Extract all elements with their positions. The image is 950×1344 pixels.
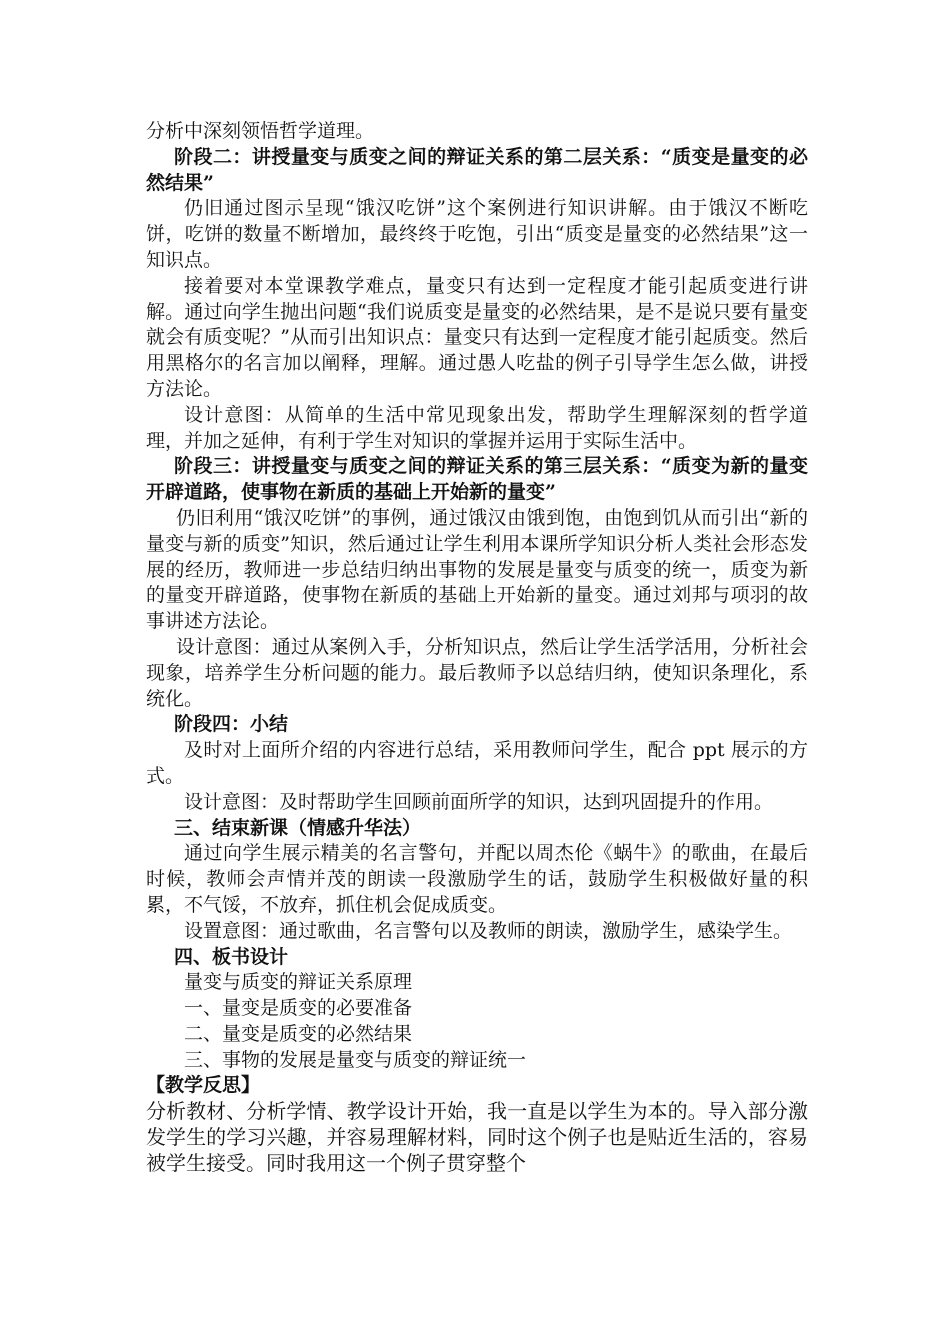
paragraph-intro-tail: 分析中深刻领悟哲学道理。 xyxy=(146,120,375,142)
paragraph-end-lesson-intent: 设置意图：通过歌曲，名言警句以及教师的朗读，激励学生，感染学生。 xyxy=(184,919,793,942)
heading-stage-three: 阶段三：讲授量变与质变之间的辩证关系的第三层关系：“质变为新的量变开辟道路，使事物在新质的基础上开始新的量变” xyxy=(146,455,808,504)
heading-end-lesson: 三、结束新课（情感升华法） xyxy=(174,816,422,839)
paragraph-stage-two-difficulty: 接着要对本堂课教学难点，量变只有达到一定程度才能引起质变进行讲解。通过向学生抛出问题“我们说质变是量变的必然结果，是不是说只要有量变就会有质变呢？”从而引出知识点：量变只有达到一定程度才能引起质变。然后用黑格尔的名言加以阐释，理解。通过愚人吃盐的例子引导学生怎么做，讲授方法论。 xyxy=(146,274,808,400)
paragraph-reflection: 分析教材、分析学情、教学设计开始，我一直是以学生为本的。导入部分激发学生的学习兴趣，并容易理解材料，同时这个例子也是贴近生活的，容易被学生接受。同时我用这一个例子贯穿整个 xyxy=(146,1099,808,1175)
paragraph-summary: 及时对上面所介绍的内容进行总结，采用教师问学生，配合 ppt 展示的方式。 xyxy=(146,739,808,787)
board-line-title: 量变与质变的辩证关系原理 xyxy=(184,971,413,994)
board-line-three: 三、事物的发展是量变与质变的辩证统一 xyxy=(184,1048,527,1071)
paragraph-summary-intent: 设计意图：及时帮助学生回顾前面所学的知识，达到巩固提升的作用。 xyxy=(184,790,774,813)
paragraph-stage-two-intent: 设计意图：从简单的生活中常见现象出发，帮助学生理解深刻的哲学道理，并加之延伸，有利于学生对知识的掌握并运用于实际生活中。 xyxy=(146,403,808,452)
heading-stage-two: 阶段二：讲授量变与质变之间的辩证关系的第二层关系：“质变是量变的必然结果” xyxy=(146,145,808,194)
heading-reflection: 【教学反思】 xyxy=(146,1074,261,1097)
paragraph-stage-three-case: 仍旧利用“饿汉吃饼”的事例，通过饿汉由饿到饱，由饱到饥从而引出“新的量变与新的质变”知识，然后通过让学生利用本课所学知识分析人类社会形态发展的经历，教师进一步总结归纳出事物的发展是量变与质变的统一，质变为新的量变开辟道路，使事物在新质的基础上开始新的量变。通过刘邦与项羽的故事讲述方法论。 xyxy=(146,506,808,633)
heading-board-design: 四、板书设计 xyxy=(174,945,289,968)
board-line-two: 二、量变是质变的必然结果 xyxy=(184,1022,413,1045)
paragraph-stage-three-intent: 设计意图：通过从案例入手，分析知识点，然后让学生活学活用，分析社会现象，培养学生分析问题的能力。最后教师予以总结归纳，使知识条理化，系统化。 xyxy=(146,635,808,710)
document-page xyxy=(146,119,808,1177)
board-line-one: 一、量变是质变的必要准备 xyxy=(184,997,413,1020)
paragraph-stage-two-case: 仍旧通过图示呈现“饿汉吃饼”这个案例进行知识讲解。由于饿汉不断吃饼，吃饼的数量不断增加，最终终于吃饱，引出“质变是量变的必然结果”这一知识点。 xyxy=(146,197,808,271)
heading-stage-four: 阶段四：小结 xyxy=(174,713,289,736)
paragraph-end-lesson: 通过向学生展示精美的名言警句，并配以周杰伦《蜗牛》的歌曲，在最后时候，教师会声情并茂的朗读一段激励学生的话，鼓励学生积极做好量的积累，不气馁，不放弃，抓住机会促成质变。 xyxy=(146,842,808,916)
